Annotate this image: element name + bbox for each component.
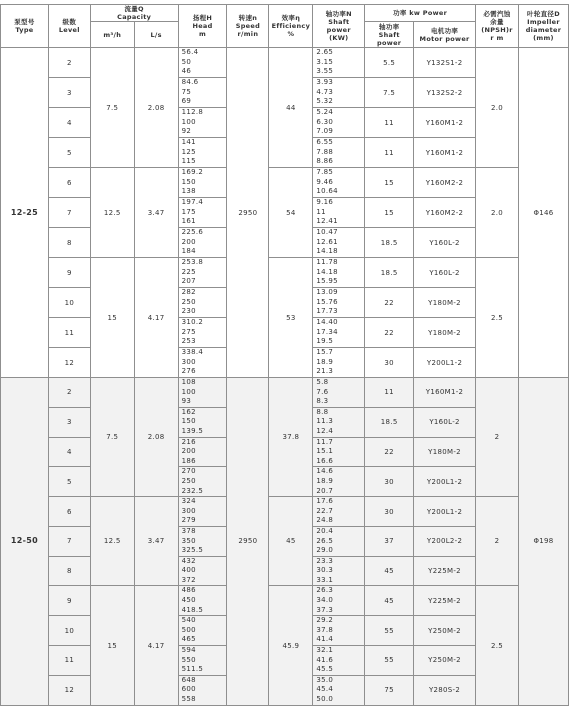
shaft-power-cell: 18.5 [365,407,414,437]
motor-power-cell: Y225M-2 [414,556,476,586]
head-cell-value: 175 [181,207,196,216]
shaft-power-cell: 55 [365,616,414,646]
level-cell: 10 [48,616,90,646]
level-cell: 12 [48,675,90,705]
shaft-cell-value: 14.18 [316,267,338,276]
shaft-cell [313,168,365,198]
table-row [1,586,569,616]
shaft-cell-value: 16.6 [316,456,334,465]
capacity-ls-cell: 3.47 [134,497,178,586]
level-cell: 9 [48,258,90,288]
efficiency-cell: 45.9 [269,586,313,705]
head-cell-value: 450 [181,596,196,605]
shaft-cell-value: 37.8 [316,625,334,634]
shaft-cell [313,437,365,467]
shaft-cell [313,318,365,348]
capacity-ls-cell: 4.17 [134,586,178,705]
shaft-cell-value: 11.78 [316,258,338,267]
head-cell-value: 232.5 [181,486,204,495]
level-cell: 7 [48,526,90,556]
shaft-cell-value: 45.4 [316,685,334,694]
shaft-power-cell: 7.5 [365,78,414,108]
header-type: 泵型号 Type [1,5,49,48]
level-cell: 7 [48,198,90,228]
header-speed: 转速n Speed r/min [227,5,269,48]
shaft-cell-value: 24.8 [316,516,334,525]
head-cell-value: 550 [181,655,196,664]
npsh-cell: 2.0 [476,48,519,168]
motor-power-cell: Y160M1-2 [414,138,476,168]
motor-power-cell: Y180M-2 [414,318,476,348]
head-cell-value: 230 [181,307,196,316]
head-cell-value: 138 [181,187,196,196]
head-cell [178,675,227,705]
head-cell-value: 100 [181,387,196,396]
shaft-cell-value: 11.7 [316,437,334,446]
capacity-ls-cell: 4.17 [134,258,178,378]
header-efficiency: 效率η Efficiency % [269,5,313,48]
npsh-cell: 2 [476,378,519,497]
head-cell-value: 338.4 [181,348,204,357]
shaft-cell [313,675,365,705]
shaft-cell-value: 22.7 [316,506,334,515]
npsh-cell: 2.0 [476,168,519,258]
shaft-cell-value: 18.9 [316,476,334,485]
shaft-power-cell: 37 [365,526,414,556]
shaft-power-cell: 11 [365,138,414,168]
shaft-cell-value: 5.32 [316,97,334,106]
head-cell-value: 161 [181,217,196,226]
type-cell: 12-25 [1,48,49,378]
motor-power-cell: Y200L2-2 [414,526,476,556]
shaft-cell-value: 9.16 [316,198,334,207]
head-cell-value: 276 [181,367,196,376]
shaft-cell [313,378,365,408]
shaft-cell-value: 17.34 [316,327,338,336]
head-cell-value: 400 [181,566,196,575]
shaft-cell-value: 15.95 [316,277,338,286]
header-shaft-power: 轴功率 Shaft power [365,22,414,48]
impeller-cell: Φ146 [518,48,568,378]
type-cell: 12-50 [1,378,49,706]
shaft-cell-value: 4.73 [316,87,334,96]
shaft-cell-value: 10.47 [316,228,338,237]
head-cell-value: 250 [181,297,196,306]
head-cell [178,526,227,556]
head-cell-value: 115 [181,157,196,166]
head-cell [178,318,227,348]
head-cell-value: 46 [181,67,192,76]
motor-power-cell: Y200L1-2 [414,348,476,378]
shaft-power-cell: 30 [365,467,414,497]
pump-group-12-25 [1,48,569,378]
header-cap-ls: L/s [134,22,178,48]
head-cell-value: 225.6 [181,228,204,237]
shaft-cell-value: 26.5 [316,536,334,545]
shaft-cell [313,497,365,527]
head-cell [178,556,227,586]
head-cell [178,198,227,228]
head-cell-value: 300 [181,506,196,515]
shaft-cell-value: 33.1 [316,575,334,584]
level-cell: 10 [48,288,90,318]
shaft-cell-value: 18.9 [316,357,334,366]
head-cell-value: 69 [181,97,192,106]
shaft-cell [313,646,365,676]
impeller-cell: Φ198 [518,378,568,706]
shaft-cell-value: 9.46 [316,177,334,186]
shaft-cell-value: 41.4 [316,635,334,644]
head-cell-value: 600 [181,685,196,694]
shaft-cell-value: 29.0 [316,546,334,555]
shaft-cell-value: 14.6 [316,467,334,476]
pump-group-12-50 [1,378,569,706]
efficiency-cell: 44 [269,48,313,168]
shaft-cell-value: 12.61 [316,237,338,246]
shaft-cell-value: 14.18 [316,247,338,256]
capacity-m3h-cell: 12.5 [90,497,134,586]
motor-power-cell: Y250M-2 [414,616,476,646]
shaft-power-cell: 22 [365,318,414,348]
head-cell [178,108,227,138]
shaft-cell-value: 7.6 [316,387,329,396]
shaft-cell [313,467,365,497]
shaft-cell [313,78,365,108]
head-cell-value: 432 [181,556,196,565]
shaft-cell-value: 8.86 [316,157,334,166]
shaft-cell [313,108,365,138]
shaft-cell-value: 30.3 [316,566,334,575]
shaft-cell-value: 34.0 [316,596,334,605]
shaft-cell-value: 7.85 [316,168,334,177]
efficiency-cell: 54 [269,168,313,258]
shaft-cell [313,48,365,78]
head-cell [178,586,227,616]
motor-power-cell: Y280S-2 [414,675,476,705]
head-cell [178,168,227,198]
head-cell-value: 558 [181,695,196,703]
shaft-cell [313,407,365,437]
shaft-cell-value: 14.40 [316,318,338,327]
shaft-cell-value: 7.88 [316,147,334,156]
level-cell: 8 [48,556,90,586]
head-cell [178,437,227,467]
head-cell-value: 300 [181,357,196,366]
head-cell-value: 350 [181,536,196,545]
head-cell-value: 648 [181,675,196,684]
shaft-cell-value: 12.41 [316,217,338,226]
level-cell: 9 [48,586,90,616]
head-cell-value: 197.4 [181,198,204,207]
motor-power-cell: Y250M-2 [414,646,476,676]
shaft-cell-value: 15.1 [316,447,334,456]
capacity-m3h-cell: 7.5 [90,378,134,497]
shaft-power-cell: 22 [365,288,414,318]
npsh-cell: 2.5 [476,258,519,378]
head-cell-value: 150 [181,177,196,186]
capacity-m3h-cell: 12.5 [90,168,134,258]
shaft-cell-value: 37.3 [316,605,334,614]
shaft-cell-value: 5.8 [316,378,329,386]
shaft-cell-value: 7.09 [316,127,334,136]
shaft-cell-value: 32.1 [316,646,334,655]
head-cell-value: 162 [181,407,196,416]
table-row [1,497,569,527]
shaft-power-cell: 11 [365,378,414,408]
head-cell-value: 75 [181,87,192,96]
motor-power-cell: Y200L1-2 [414,467,476,497]
motor-power-cell: Y160L-2 [414,258,476,288]
motor-power-cell: Y180M-2 [414,288,476,318]
head-cell-value: 93 [181,397,192,406]
head-cell [178,616,227,646]
header-level: 级数 Level [48,5,90,48]
shaft-cell-value: 11.3 [316,417,334,426]
shaft-cell [313,556,365,586]
motor-power-cell: Y180M-2 [414,437,476,467]
head-cell-value: 84.6 [181,78,199,87]
shaft-cell-value: 2.65 [316,48,334,57]
head-cell-value: 207 [181,277,196,286]
header-npsh: 必需汽蚀 余量 (NPSH)r r m [476,5,519,48]
shaft-cell-value: 17.73 [316,307,338,316]
head-cell [178,138,227,168]
head-cell [178,378,227,408]
head-cell-value: 500 [181,625,196,634]
table-row [1,48,569,78]
head-cell-value: 186 [181,456,196,465]
head-cell-value: 112.8 [181,108,204,117]
efficiency-cell: 37.8 [269,378,313,497]
head-cell [178,497,227,527]
level-cell: 12 [48,348,90,378]
head-cell-value: 200 [181,237,196,246]
head-cell-value: 139.5 [181,426,204,435]
shaft-cell-value: 29.2 [316,616,334,625]
shaft-cell-value: 20.4 [316,526,334,535]
speed-cell: 2950 [227,48,269,378]
head-cell-value: 378 [181,526,196,535]
shaft-cell-value: 13.09 [316,288,338,297]
shaft-cell [313,198,365,228]
head-cell [178,78,227,108]
header-cap-m3h: m³/h [90,22,134,48]
shaft-cell [313,258,365,288]
level-cell: 6 [48,168,90,198]
head-cell-value: 225 [181,267,196,276]
level-cell: 3 [48,78,90,108]
head-cell [178,407,227,437]
head-cell [178,646,227,676]
head-cell [178,288,227,318]
head-cell-value: 141 [181,138,196,147]
head-cell-value: 184 [181,247,196,256]
head-cell-value: 310.2 [181,318,204,327]
header-motor-power: 电机功率 Motor power [414,22,476,48]
shaft-cell-value: 5.24 [316,108,334,117]
motor-power-cell: Y225M-2 [414,586,476,616]
motor-power-cell: Y160M1-2 [414,378,476,408]
efficiency-cell: 53 [269,258,313,378]
head-cell-value: 216 [181,437,196,446]
pump-spec-sheet [0,4,569,706]
shaft-power-cell: 30 [365,348,414,378]
shaft-cell-value: 6.30 [316,117,334,126]
header-capacity: 流量Q Capacity [90,5,178,22]
shaft-cell-value: 23.3 [316,556,334,565]
shaft-power-cell: 45 [365,586,414,616]
motor-power-cell: Y160L-2 [414,228,476,258]
header-impeller: 叶轮直径D Impeller diameter (mm) [518,5,568,48]
shaft-cell-value: 10.64 [316,187,338,196]
head-cell [178,228,227,258]
shaft-cell-value: 50.0 [316,695,334,703]
capacity-ls-cell: 2.08 [134,48,178,168]
shaft-cell-value: 17.6 [316,497,334,506]
pump-spec-table [0,4,569,706]
capacity-m3h-cell: 7.5 [90,48,134,168]
shaft-power-cell: 5.5 [365,48,414,78]
head-cell-value: 324 [181,497,196,506]
shaft-cell [313,288,365,318]
head-cell-value: 92 [181,127,192,136]
table-header [1,5,569,48]
shaft-power-cell: 18.5 [365,258,414,288]
head-cell-value: 279 [181,516,196,525]
head-cell-value: 253 [181,337,196,346]
head-cell-value: 50 [181,57,192,66]
motor-power-cell: Y160M1-2 [414,108,476,138]
head-cell [178,48,227,78]
level-cell: 4 [48,437,90,467]
shaft-cell-value: 3.93 [316,78,334,87]
shaft-cell [313,616,365,646]
level-cell: 2 [48,48,90,78]
table-row [1,378,569,408]
head-cell-value: 325.5 [181,546,204,555]
shaft-power-cell: 30 [365,497,414,527]
motor-power-cell: Y160M2-2 [414,198,476,228]
shaft-cell-value: 26.3 [316,586,334,595]
level-cell: 11 [48,318,90,348]
motor-power-cell: Y160L-2 [414,407,476,437]
shaft-power-cell: 18.5 [365,228,414,258]
shaft-cell [313,348,365,378]
head-cell-value: 169.2 [181,168,204,177]
head-cell-value: 275 [181,327,196,336]
head-cell-value: 253.8 [181,258,204,267]
head-cell-value: 372 [181,575,196,584]
head-cell-value: 418.5 [181,605,204,614]
head-cell-value: 511.5 [181,665,204,674]
head-cell [178,258,227,288]
shaft-cell-value: 45.5 [316,665,334,674]
level-cell: 3 [48,407,90,437]
shaft-cell-value: 6.55 [316,138,334,147]
motor-power-cell: Y132S1-2 [414,48,476,78]
shaft-cell [313,586,365,616]
shaft-power-cell: 15 [365,198,414,228]
shaft-cell [313,526,365,556]
capacity-m3h-cell: 15 [90,258,134,378]
shaft-power-cell: 75 [365,675,414,705]
head-cell-value: 200 [181,447,196,456]
shaft-power-cell: 45 [365,556,414,586]
shaft-cell-value: 11 [316,207,326,216]
head-cell-value: 594 [181,646,196,655]
motor-power-cell: Y160M2-2 [414,168,476,198]
shaft-cell-value: 3.55 [316,67,334,76]
level-cell: 5 [48,467,90,497]
head-cell-value: 150 [181,417,196,426]
shaft-cell-value: 12.4 [316,426,334,435]
capacity-m3h-cell: 15 [90,586,134,705]
npsh-cell: 2.5 [476,586,519,705]
motor-power-cell: Y132S2-2 [414,78,476,108]
shaft-cell-value: 20.7 [316,486,334,495]
head-cell-value: 56.4 [181,48,199,57]
shaft-cell [313,138,365,168]
header-head: 扬程H Head m [178,5,227,48]
level-cell: 8 [48,228,90,258]
efficiency-cell: 45 [269,497,313,586]
shaft-cell-value: 3.15 [316,57,334,66]
table-row [1,258,569,288]
level-cell: 6 [48,497,90,527]
head-cell-value: 125 [181,147,196,156]
header-power: 功率 kw Power [365,5,476,22]
level-cell: 2 [48,378,90,408]
head-cell-value: 282 [181,288,196,297]
head-cell-value: 486 [181,586,196,595]
head-cell-value: 540 [181,616,196,625]
head-cell-value: 100 [181,117,196,126]
shaft-cell-value: 15.76 [316,297,338,306]
npsh-cell: 2 [476,497,519,586]
level-cell: 4 [48,108,90,138]
shaft-cell-value: 35.0 [316,675,334,684]
shaft-cell-value: 41.6 [316,655,334,664]
head-cell-value: 250 [181,476,196,485]
head-cell [178,348,227,378]
shaft-cell-value: 8.8 [316,407,329,416]
capacity-ls-cell: 2.08 [134,378,178,497]
head-cell [178,467,227,497]
motor-power-cell: Y200L1-2 [414,497,476,527]
capacity-ls-cell: 3.47 [134,168,178,258]
table-row [1,168,569,198]
shaft-cell [313,228,365,258]
shaft-power-cell: 15 [365,168,414,198]
level-cell: 11 [48,646,90,676]
shaft-power-cell: 22 [365,437,414,467]
head-cell-value: 270 [181,467,196,476]
shaft-cell-value: 15.7 [316,348,334,357]
header-shaft: 轴功率N Shaft power (KW) [313,5,365,48]
head-cell-value: 108 [181,378,196,386]
shaft-cell-value: 8.3 [316,397,329,406]
shaft-cell-value: 19.5 [316,337,334,346]
shaft-power-cell: 11 [365,108,414,138]
shaft-cell-value: 21.3 [316,367,334,376]
head-cell-value: 465 [181,635,196,644]
speed-cell: 2950 [227,378,269,706]
level-cell: 5 [48,138,90,168]
shaft-power-cell: 55 [365,646,414,676]
